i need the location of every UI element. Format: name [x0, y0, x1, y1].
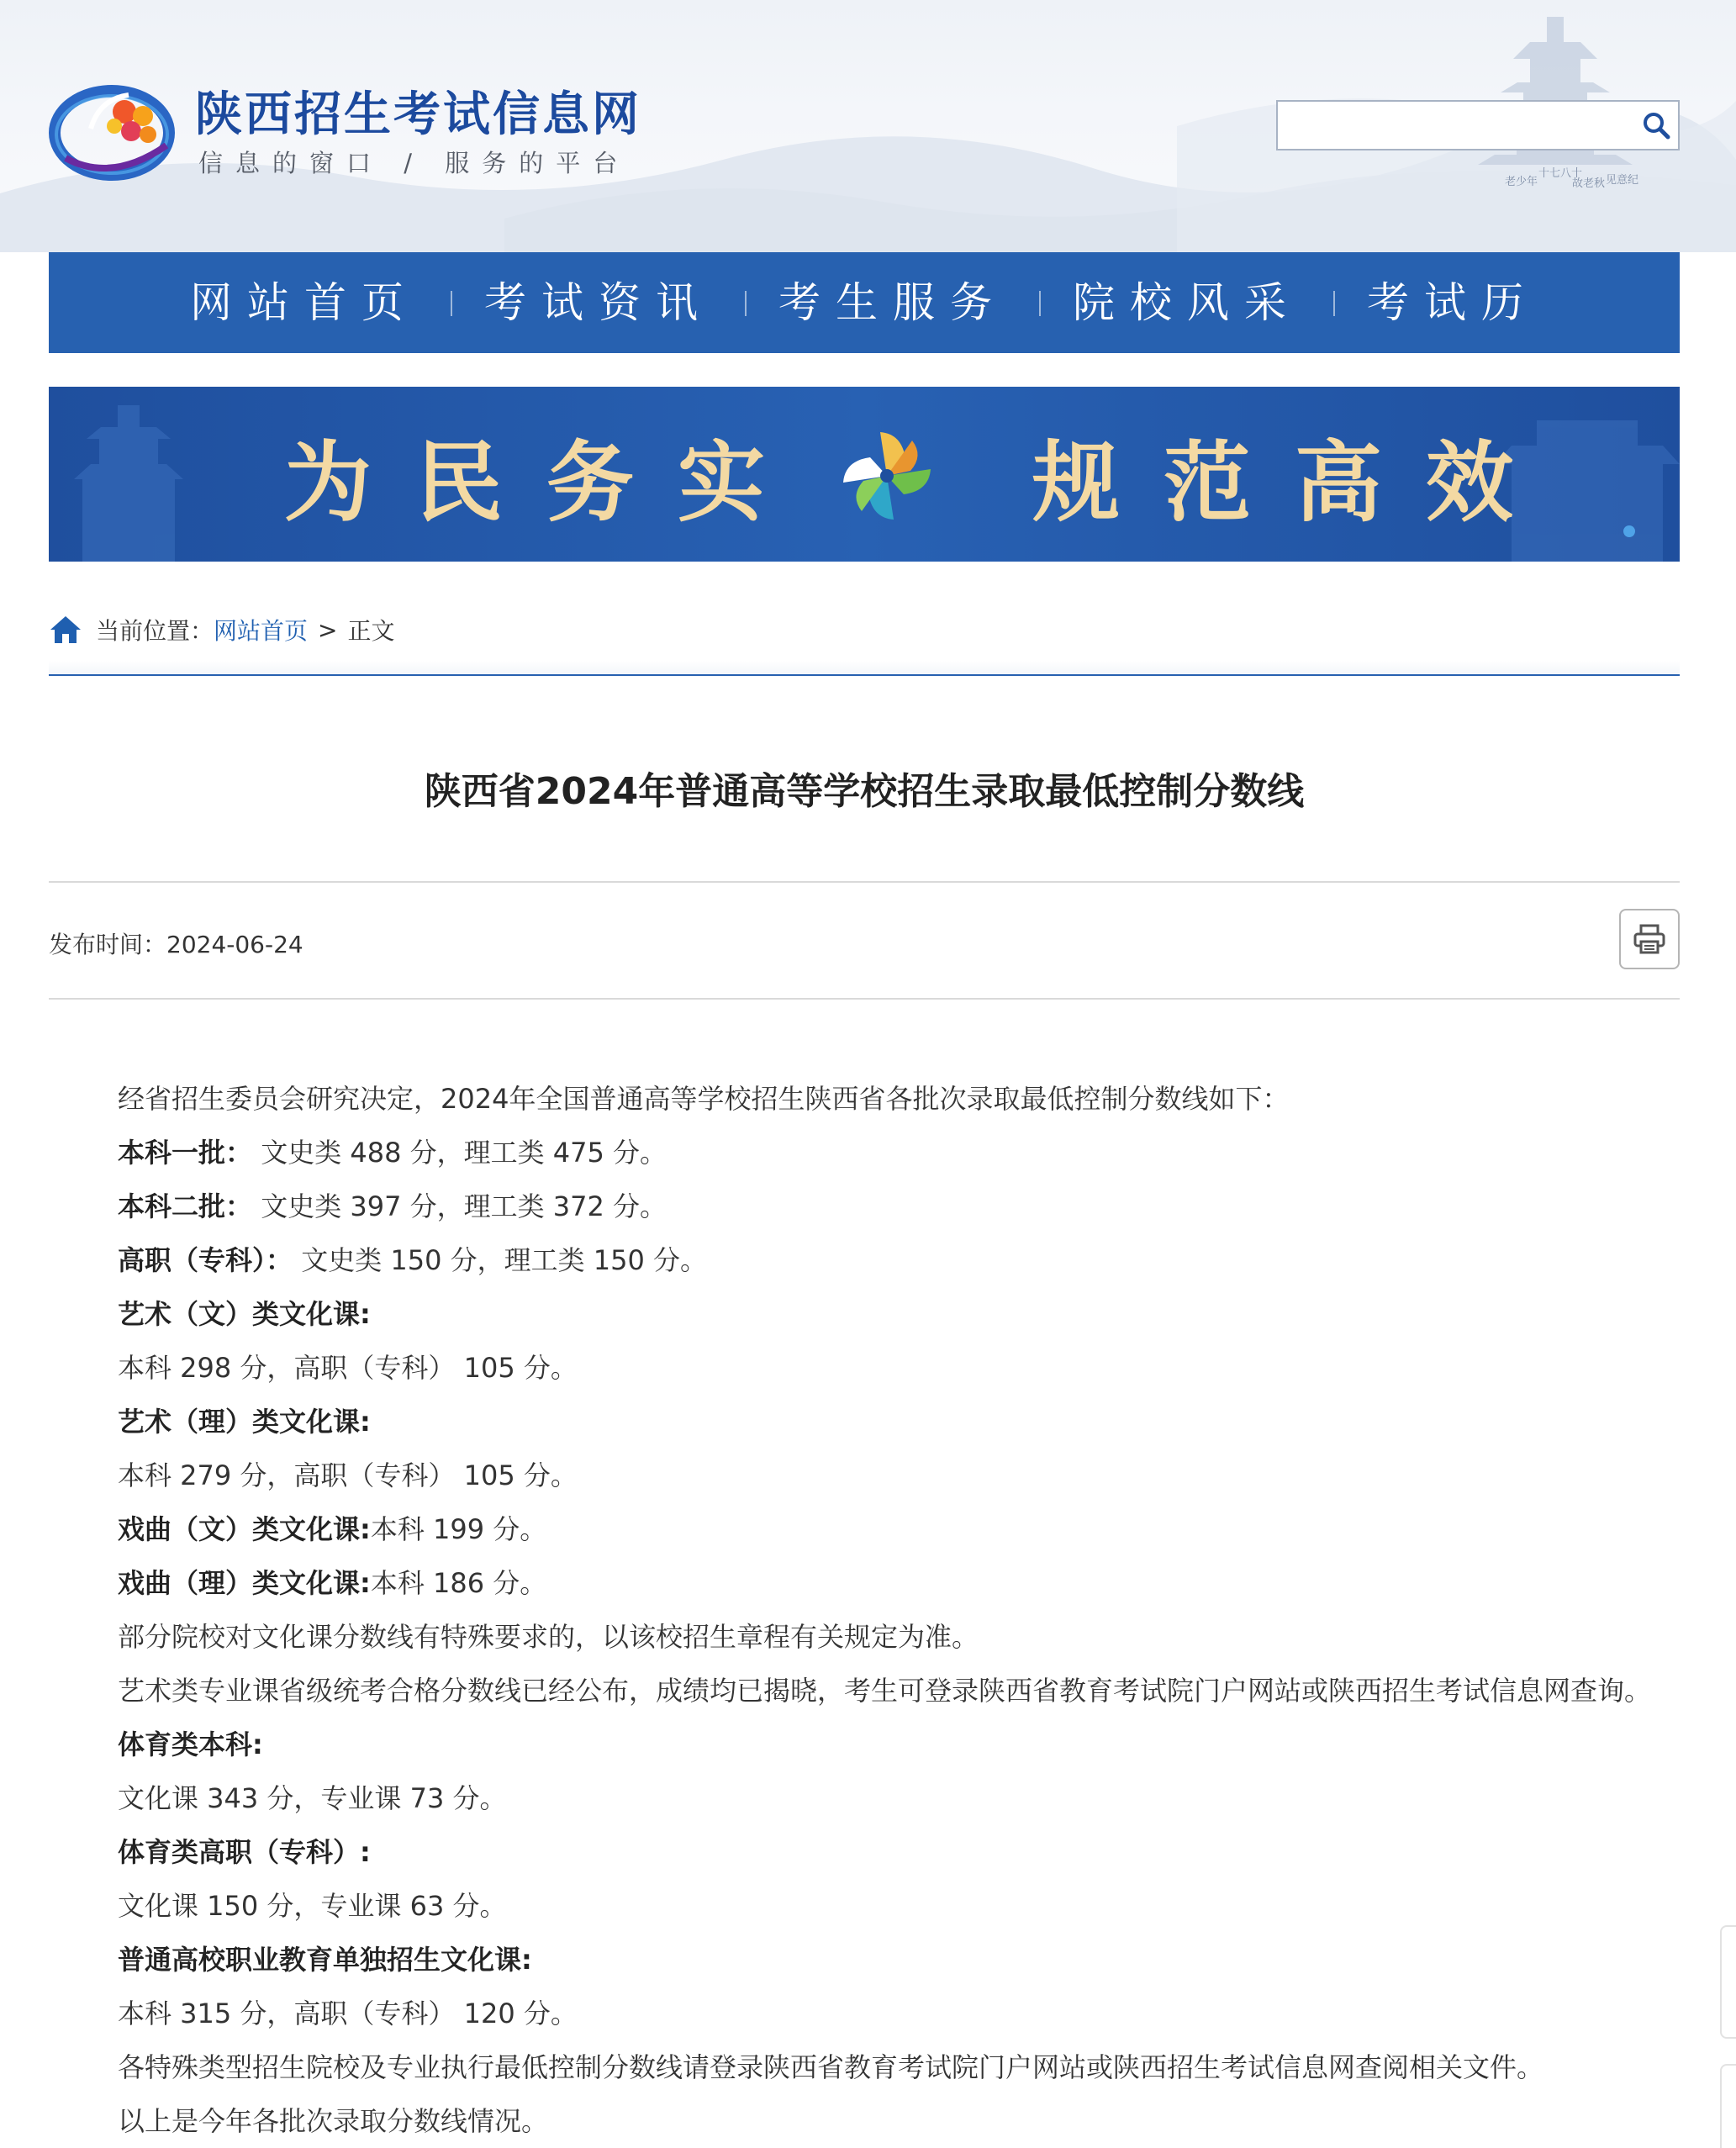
paragraph-text: 经省招生委员会研究决定，2024年全国普通高等学校招生陕西省各批次录取最低控制分数线如下：	[118, 1083, 1290, 1115]
paragraph-text: 文化课 150 分，专业课 63 分。	[118, 1890, 507, 1922]
paragraph	[118, 1987, 1673, 2040]
side-float-widget[interactable]	[1720, 2064, 1736, 2148]
meta-divider	[49, 998, 1680, 1000]
pinwheel-emblem-icon	[835, 424, 939, 528]
svg-text:十七八十: 十七八十	[1538, 167, 1583, 180]
paragraph-text: 各特殊类型招生院校及专业执行最低控制分数线请登录陕西省教育考试院门户网站或陕西招生考试信息网查阅相关文件。	[118, 2051, 1544, 2083]
paragraph	[118, 1933, 1673, 1987]
banner-slogan-right: 规范高效	[1032, 430, 1558, 534]
site-logo[interactable]	[49, 66, 175, 183]
paragraph	[118, 1879, 1673, 1933]
paragraph	[118, 1126, 1673, 1180]
search-input[interactable]	[1278, 102, 1614, 149]
paragraph	[118, 1502, 1673, 1556]
breadcrumb-current: 正文	[347, 617, 395, 645]
paragraph	[118, 1556, 1673, 1610]
paragraph	[118, 1718, 1673, 1771]
paragraph-text: 艺术类专业课省级统考合格分数线已经公布，成绩均已揭晓，考生可登录陕西省教育考试院门户网站或陕西招生考试信息网查询。	[118, 1675, 1652, 1707]
article-body	[118, 1072, 1673, 2148]
paragraph-text: 文化课 343 分，专业课 73 分。	[118, 1782, 507, 1814]
nav-item-exam-calendar[interactable]: 考试历	[1367, 278, 1538, 327]
site-slogan: 信息的窗口 / 服务的平台	[198, 149, 631, 177]
nav-separator	[1039, 291, 1041, 316]
main-nav	[49, 252, 1680, 353]
breadcrumb-home-link[interactable]: 网站首页	[214, 617, 309, 645]
paragraph-text: 以上是今年各批次录取分数线情况。	[118, 2105, 549, 2137]
nav-item-colleges[interactable]: 院校风采	[1073, 278, 1301, 327]
paragraph	[118, 1287, 1673, 1341]
search-box	[1276, 100, 1680, 150]
paragraph-text: 本科 298 分，高职（专科） 105 分。	[118, 1352, 578, 1384]
paragraph	[118, 1072, 1673, 1126]
paragraph	[118, 1395, 1673, 1449]
paragraph	[118, 1341, 1673, 1395]
svg-text:老少年: 老少年	[1505, 176, 1538, 188]
side-float-widget[interactable]	[1720, 1925, 1736, 2039]
nav-item-exam-news[interactable]: 考试资讯	[484, 278, 713, 327]
breadcrumb-shadow	[49, 661, 1680, 674]
paragraph-text: 部分院校对文化课分数线有特殊要求的，以该校招生章程有关规定为准。	[118, 1621, 979, 1653]
breadcrumb-divider	[49, 674, 1680, 676]
breadcrumb-prefix: 当前位置：	[96, 617, 214, 645]
printer-icon	[1633, 923, 1666, 955]
nav-item-home[interactable]: 网站首页	[190, 278, 419, 327]
paragraph	[118, 1825, 1673, 1879]
paragraph-label: 本科一批：	[118, 1137, 253, 1169]
svg-text:故老秋: 故老秋	[1572, 177, 1606, 190]
paragraph-text: 本科 186 分。	[370, 1567, 547, 1599]
paragraph	[118, 1771, 1673, 1825]
paragraph-text: 本科 279 分，高职（专科） 105 分。	[118, 1459, 578, 1491]
nav-separator	[451, 291, 452, 316]
paragraph-label: 体育类本科:	[118, 1728, 263, 1760]
paragraph-text: 文史类 397 分，理工类 372 分。	[252, 1190, 667, 1222]
paragraph-label: 高职（专科）：	[118, 1244, 293, 1276]
slogan-banner	[49, 387, 1680, 562]
site-title[interactable]: 陕西招生考试信息网	[195, 87, 641, 142]
breadcrumb-separator: >	[318, 615, 338, 644]
paragraph-label: 普通高校职业教育单独招生文化课:	[118, 1944, 532, 1976]
paragraph-label: 戏曲（理）类文化课:	[118, 1567, 371, 1599]
paragraph	[118, 2094, 1673, 2148]
paragraph	[118, 1180, 1673, 1233]
paragraph-label: 艺术（理）类文化课:	[118, 1406, 371, 1438]
home-icon	[49, 615, 82, 645]
paragraph-text: 文史类 150 分，理工类 150 分。	[293, 1244, 708, 1276]
paragraph	[118, 1664, 1673, 1718]
paragraph	[118, 1610, 1673, 1664]
nav-item-student-services[interactable]: 考生服务	[778, 278, 1007, 327]
paragraph	[118, 1449, 1673, 1502]
paragraph-text: 本科 315 分，高职（专科） 120 分。	[118, 1998, 578, 2029]
banner-slogan-left: 为民务实	[284, 430, 810, 534]
publish-time: 发布时间：2024-06-24	[49, 931, 303, 958]
paragraph-text: 文史类 488 分，理工类 475 分。	[252, 1137, 667, 1169]
paragraph-label: 戏曲（文）类文化课:	[118, 1513, 371, 1545]
breadcrumb	[49, 610, 395, 649]
search-icon[interactable]	[1639, 108, 1673, 142]
paragraph	[118, 1233, 1673, 1287]
paragraph-label: 艺术（文）类文化课:	[118, 1298, 371, 1330]
svg-text:见意纪: 见意纪	[1606, 174, 1639, 187]
print-button[interactable]	[1619, 909, 1680, 969]
title-divider	[49, 881, 1680, 883]
paragraph-text: 本科 199 分。	[370, 1513, 547, 1545]
article-title: 陕西省2024年普通高等学校招生录取最低控制分数线	[424, 770, 1305, 813]
nav-separator	[745, 291, 747, 316]
nav-separator	[1333, 291, 1335, 316]
paragraph-label: 体育类高职（专科）:	[118, 1836, 371, 1868]
paragraph-label: 本科二批：	[118, 1190, 253, 1222]
site-header	[0, 0, 1736, 252]
paragraph	[118, 2040, 1673, 2094]
